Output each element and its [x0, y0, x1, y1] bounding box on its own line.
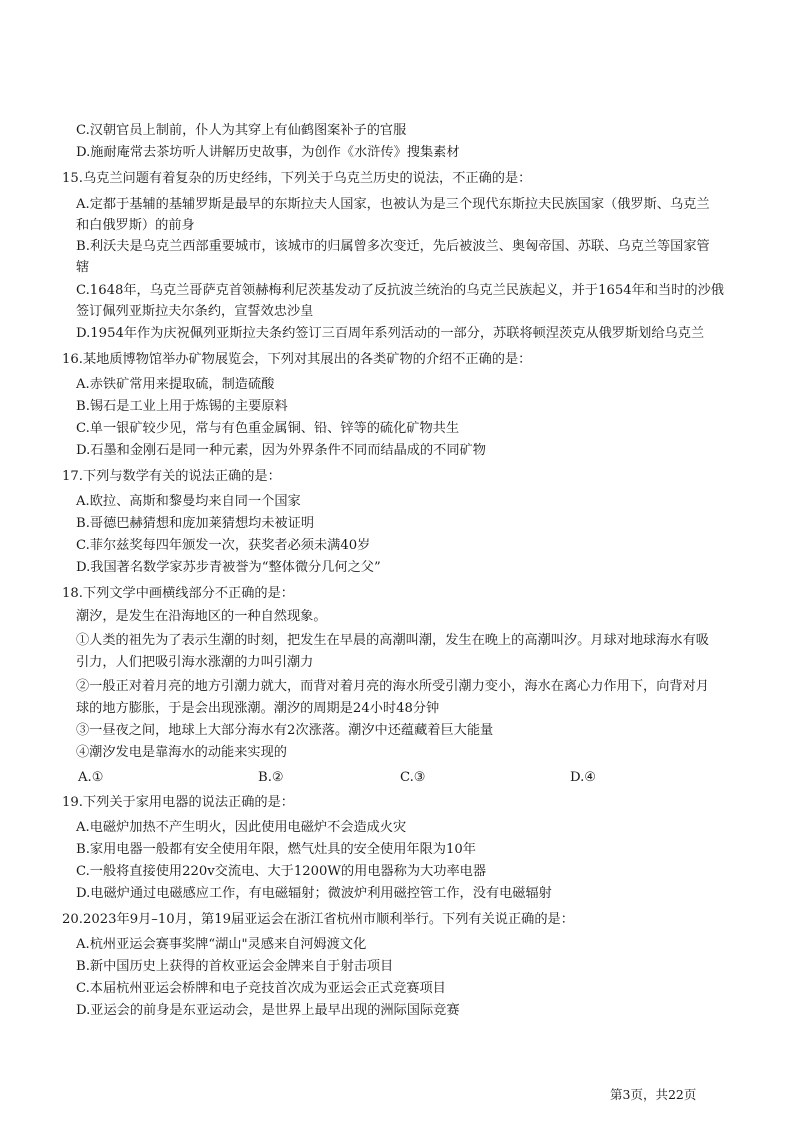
q15-option-b-line2: 辖 — [76, 260, 90, 275]
q15-option-d: D.1954年作为庆祝佩列亚斯拉夫条约签订三百周年系列活动的一部分，苏联将顿涅茨克从俄罗斯划给乌克兰 — [76, 326, 705, 341]
q20-stem: 20.2023年9月–10月，第19届亚运会在浙江省杭州市顺利举行。下列有关说正确的是： — [62, 912, 574, 927]
q15-option-c-line1: C.1648年，乌克兰哥萨克首领赫梅利尼茨基发动了反抗波兰统治的乌克兰民族起义，并于1654年和当时的沙俄 — [76, 283, 724, 298]
q17-option-a: A.欧拉、高斯和黎曼均来自同一个国家 — [76, 494, 301, 509]
q19-stem: 19.下列关于家用电器的说法正确的是： — [62, 795, 294, 810]
q16-option-b: B.锡石是工业上用于炼锡的主要原料 — [76, 399, 288, 414]
q18-option-d: D.④ — [570, 770, 597, 785]
q19-option-a: A.电磁炉加热不产生明火，因此使用电磁炉不会造成火灾 — [76, 820, 407, 835]
q20-option-a: A.杭州亚运会赛事奖牌“湖山"灵感来自河姆渡文化 — [76, 937, 367, 952]
q15-option-b-line1: B.利沃夫是乌克兰西部重要城市，该城市的归属曾多次变迁，先后被波兰、奥匈帝国、苏联、乌克兰等国家管 — [76, 239, 710, 254]
q20-option-c: C.本届杭州亚运会桥牌和电子竞技首次成为亚运会正式竞赛项目 — [76, 981, 446, 996]
q19-option-d: D.电磁炉通过电磁感应工作，有电磁辐射；微波炉利用磁控管工作，没有电磁辐射 — [76, 886, 552, 901]
q14-option-c: C.汉朝官员上制前，仆人为其穿上有仙鹤图案补子的官服 — [76, 123, 407, 138]
q18-option-c: C.③ — [400, 770, 426, 785]
q16-option-c: C.单一银矿较少见，常与有色重金属铜、铅、锌等的硫化矿物共生 — [76, 421, 460, 436]
q19-option-b: B.家用电器一般都有安全使用年限，燃气灶具的安全使用年限为10年 — [76, 842, 476, 857]
q18-passage-3: ③一昼夜之间，地球上大部分海水有2次涨落。潮汐中还蕴藏着巨大能量 — [76, 723, 494, 738]
q16-stem: 16.某地质博物馆举办矿物展览会，下列对其展出的各类矿物的介绍不正确的是： — [62, 352, 532, 367]
q15-stem: 15.乌克兰问题有着复杂的历史经纬，下列关于乌克兰历史的说法，不正确的是： — [62, 171, 532, 186]
q20-option-d: D.亚运会的前身是东亚运动会，是世界上最早出现的洲际国际竞赛 — [76, 1003, 460, 1018]
q16-option-d: D.石墨和金刚石是同一种元素，因为外界条件不同而结晶成的不同矿物 — [76, 443, 486, 458]
q17-option-b: B.哥德巴赫猜想和庞加莱猜想均未被证明 — [76, 516, 315, 531]
q18-option-a: A.① — [78, 770, 104, 785]
q16-option-a: A.赤铁矿常用来提取硫，制造硫酸 — [76, 377, 275, 392]
q18-passage-1-line1: ①人类的祖先为了表示生潮的时刻，把发生在早晨的高潮叫潮，发生在晚上的高潮叫汐。月球对地球海水有吸 — [76, 633, 709, 648]
q15-option-a-line2: 和白俄罗斯）的前身 — [76, 218, 195, 233]
q18-passage-2-line1: ②一般正对着月亮的地方引潮力就大，而背对着月亮的海水所受引潮力变小，海水在离心力作用下，向背对月 — [76, 679, 709, 694]
q15-option-a-line1: A.定都于基辅的基辅罗斯是最早的东斯拉夫人国家，也被认为是三个现代东斯拉夫民族国家（俄罗斯、乌克兰 — [76, 197, 710, 212]
q14-option-d: D.施耐庵常去茶坊听人讲解历史故事，为创作《水浒传》搜集素材 — [76, 145, 460, 160]
q15-option-c-line2: 签订佩列亚斯拉夫尔条约，宣誓效忠沙皇 — [76, 304, 314, 319]
q18-intro: 潮汐，是发生在沿海地区的一种自然现象。 — [76, 609, 327, 624]
q19-option-c: C.一般将直接使用220v交流电、大于1200W的用电器称为大功率电器 — [76, 864, 487, 879]
q17-option-d: D.我国著名数学家苏步青被誉为“整体微分几何之父” — [76, 560, 381, 575]
page-number: 第3页，共22页 — [610, 1087, 697, 1102]
q20-option-b: B.新中国历史上获得的首枚亚运会金牌来自于射击项目 — [76, 959, 394, 974]
q18-option-b: B.② — [258, 770, 284, 785]
q18-passage-4: ④潮汐发电是靠海水的动能来实现的 — [76, 745, 287, 760]
q18-stem: 18.下列文学中画横线部分不正确的是： — [62, 586, 294, 601]
q18-passage-1-line2: 引力，人们把吸引海水涨潮的力叫引潮力 — [76, 655, 314, 670]
q17-option-c: C.菲尔兹奖每四年颁发一次，获奖者必须未满40岁 — [76, 538, 371, 553]
q18-passage-2-line2: 球的地方膨胀，于是会出现涨潮。潮汐的周期是24小时48分钟 — [76, 701, 440, 716]
q17-stem: 17.下列与数学有关的说法正确的是： — [62, 469, 281, 484]
